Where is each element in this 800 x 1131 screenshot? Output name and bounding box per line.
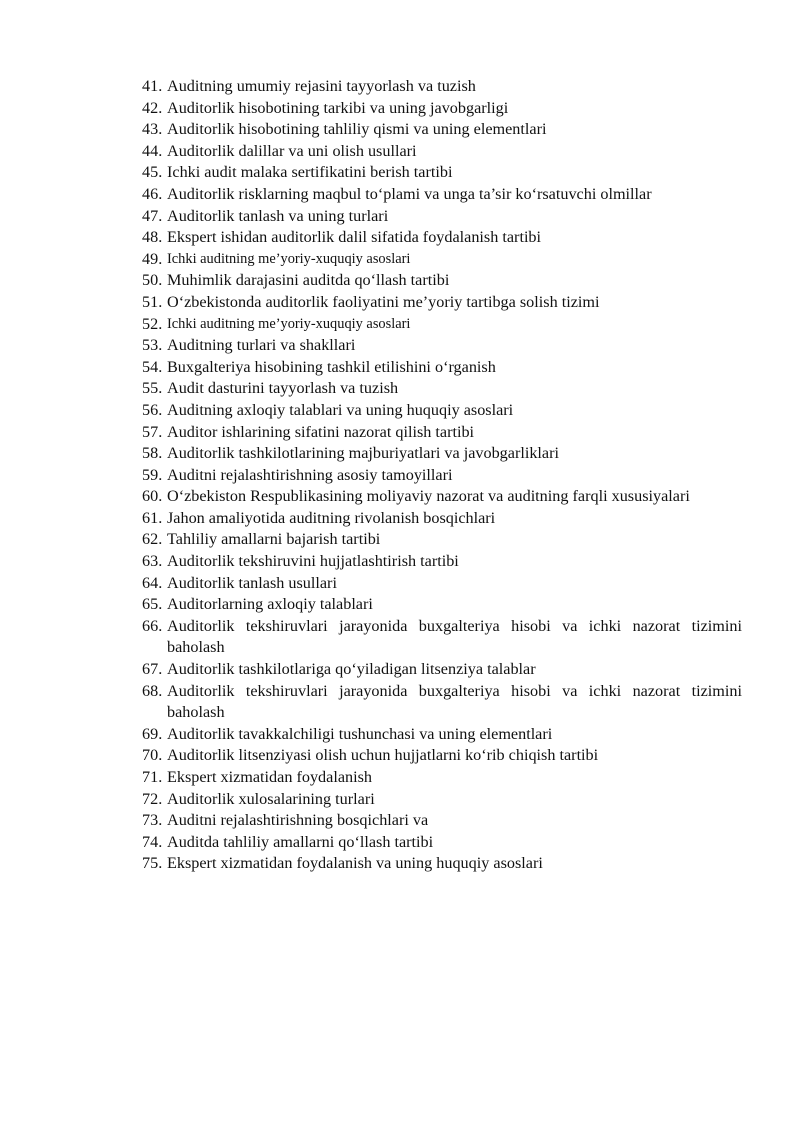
item-text: Auditorlik tavakkalchiligi tushunchasi va uning elementlari — [167, 724, 553, 743]
item-number: 56. — [142, 400, 163, 419]
list-item — [142, 810, 742, 832]
list-item — [142, 465, 742, 487]
item-number: 42. — [142, 98, 163, 117]
item-number: 45. — [142, 163, 163, 182]
item-number: 54. — [142, 357, 163, 376]
item-number: 75. — [142, 854, 163, 873]
item-text: Auditni rejalashtirishning bosqichlari va — [167, 811, 429, 830]
question-list — [142, 76, 742, 875]
list-item — [142, 292, 742, 314]
list-item — [142, 573, 742, 595]
item-number: 58. — [142, 444, 163, 463]
item-text: Audit dasturini tayyorlash va tuzish — [167, 379, 399, 398]
item-text: Auditorlarning axloqiy talablari — [167, 595, 373, 614]
item-text: Ichki audit malaka sertifikatini berish tartibi — [167, 163, 453, 182]
item-text: Auditorlik tashkilotlariga qo‘yiladigan litsenziya talablar — [167, 660, 536, 679]
item-number: 49. — [142, 249, 163, 268]
item-text: O‘zbekiston Respublikasining moliyaviy nazorat va auditning farqli xususiyalari — [167, 487, 690, 506]
item-number: 47. — [142, 206, 163, 225]
list-item — [142, 270, 742, 292]
item-number: 66. — [142, 616, 163, 635]
list-item — [142, 551, 742, 573]
list-item — [142, 141, 742, 163]
list-item — [142, 832, 742, 854]
list-item — [142, 422, 742, 444]
list-item — [142, 853, 742, 875]
item-text: Auditorlik tanlash va uning turlari — [167, 206, 389, 225]
item-text: Ichki auditning me’yoriy-xuquqiy asoslari — [167, 315, 411, 332]
list-item — [142, 357, 742, 379]
list-item — [142, 789, 742, 811]
list-item — [142, 400, 742, 422]
list-item — [142, 335, 742, 357]
list-item — [142, 724, 742, 746]
item-text: Auditorlik xulosalarining turlari — [167, 789, 375, 808]
item-number: 65. — [142, 595, 163, 614]
list-item — [142, 249, 742, 271]
item-text: Auditorlik hisobotining tahliliy qismi va uning elementlari — [167, 120, 547, 139]
item-text: Muhimlik darajasini auditda qo‘llash tartibi — [167, 271, 450, 290]
list-item — [142, 98, 742, 120]
item-number: 63. — [142, 552, 163, 571]
list-item — [142, 443, 742, 465]
item-number: 71. — [142, 768, 163, 786]
item-number: 69. — [142, 724, 163, 743]
item-text: Auditning axloqiy talablari va uning huquqiy asoslari — [167, 400, 514, 419]
item-number: 53. — [142, 336, 163, 355]
item-number: 60. — [142, 487, 163, 506]
item-text: O‘zbekistonda auditorlik faoliyatini me’yoriy tartibga solish tizimi — [167, 292, 600, 311]
list-item — [142, 314, 742, 336]
list-item — [142, 227, 742, 249]
item-text: Auditning umumiy rejasini tayyorlash va tuzish — [167, 77, 476, 95]
list-item — [142, 659, 742, 681]
item-number: 52. — [142, 314, 163, 333]
list-item — [142, 378, 742, 400]
item-text: Auditorlik tekshiruvlari jarayonida buxgalteriya hisobi va ichki nazorat tizimini baholash — [167, 616, 742, 657]
item-text: Auditni rejalashtirishning asosiy tamoyillari — [167, 465, 453, 484]
item-text: Auditorlik tanlash usullari — [167, 573, 337, 592]
item-text: Auditorlik dalillar va uni olish usullari — [167, 141, 417, 160]
item-text: Auditorlik litsenziyasi olish uchun hujjatlarni ko‘rib chiqish tartibi — [167, 746, 599, 765]
item-number: 46. — [142, 184, 163, 203]
item-number: 70. — [142, 746, 163, 765]
item-text: Auditor ishlarining sifatini nazorat qilish tartibi — [167, 422, 475, 441]
list-item — [142, 486, 742, 508]
item-text: Ekspert xizmatidan foydalanish va uning huquqiy asoslari — [167, 854, 543, 873]
item-text: Ekspert ishidan auditorlik dalil sifatida foydalanish tartibi — [167, 228, 542, 247]
list-item — [142, 745, 742, 767]
list-item — [142, 681, 742, 724]
item-text: Buxgalteriya hisobining tashkil etilishini o‘rganish — [167, 357, 496, 376]
list-item — [142, 162, 742, 184]
item-number: 67. — [142, 660, 163, 679]
item-number: 61. — [142, 508, 163, 527]
list-item — [142, 508, 742, 530]
item-number: 64. — [142, 573, 163, 592]
list-item — [142, 206, 742, 228]
item-number: 59. — [142, 465, 163, 484]
item-number: 62. — [142, 530, 163, 549]
item-number: 50. — [142, 271, 163, 290]
item-number: 68. — [142, 681, 163, 700]
list-item — [142, 616, 742, 659]
item-text: Auditorlik tekshiruvini hujjatlashtirish tartibi — [167, 552, 459, 571]
item-number: 48. — [142, 228, 163, 247]
list-item — [142, 594, 742, 616]
item-text: Auditorlik risklarning maqbul to‘plami va unga ta’sir ko‘rsatuvchi olmillar — [167, 184, 652, 203]
item-number: 72. — [142, 789, 163, 808]
item-number: 41. — [142, 77, 163, 95]
list-item — [142, 529, 742, 551]
list-item — [142, 184, 742, 206]
item-text: Jahon amaliyotida auditning rivolanish bosqichlari — [167, 508, 496, 527]
item-text: Auditda tahliliy amallarni qo‘llash tartibi — [167, 832, 434, 851]
item-text: Auditorlik tekshiruvlari jarayonida buxgalteriya hisobi va ichki nazorat tizimini baholash — [167, 681, 742, 722]
item-text: Auditorlik tashkilotlarining majburiyatlari va javobgarliklari — [167, 444, 560, 463]
item-number: 44. — [142, 141, 163, 160]
item-number: 51. — [142, 292, 163, 311]
item-text: Tahliliy amallarni bajarish tartibi — [167, 530, 381, 549]
list-item — [142, 119, 742, 141]
item-text: Auditning turlari va shakllari — [167, 336, 356, 355]
item-number: 43. — [142, 120, 163, 139]
item-number: 57. — [142, 422, 163, 441]
item-number: 74. — [142, 832, 163, 851]
list-item — [142, 767, 742, 789]
item-number: 73. — [142, 811, 163, 830]
list-item — [142, 76, 742, 98]
item-text: Ekspert xizmatidan foydalanish — [167, 768, 372, 786]
item-text: Auditorlik hisobotining tarkibi va uning javobgarligi — [167, 98, 509, 117]
item-number: 55. — [142, 379, 163, 398]
item-text: Ichki auditning me’yoriy-xuquqiy asoslari — [167, 250, 411, 267]
